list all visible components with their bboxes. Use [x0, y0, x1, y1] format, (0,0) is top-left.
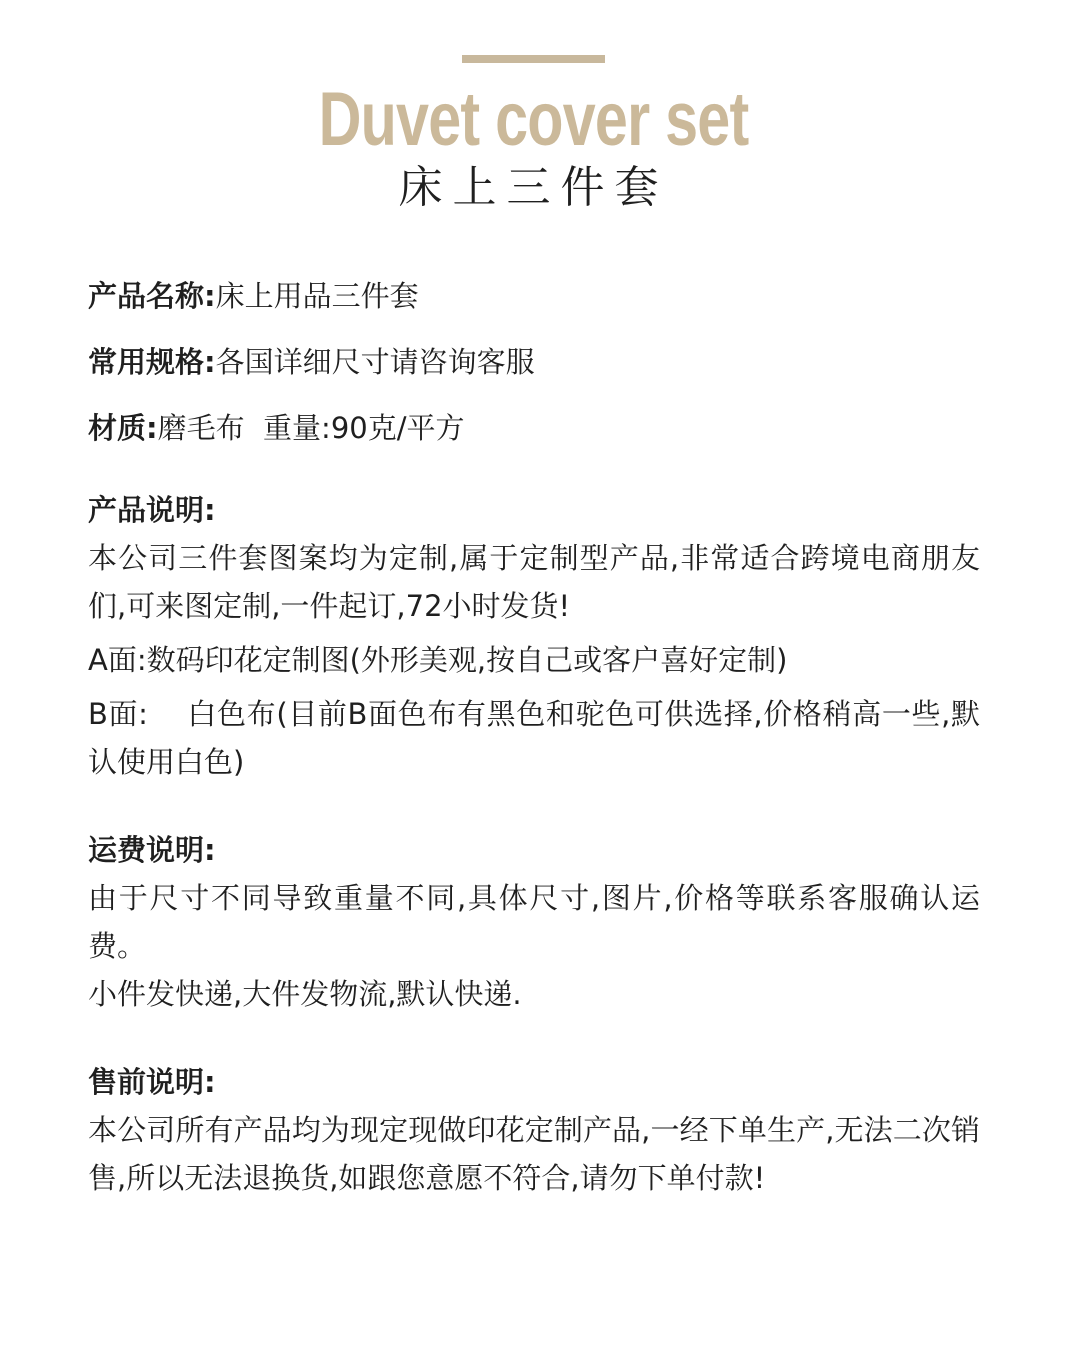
content: [88, 272, 988, 1208]
section-heading-shipping: 运费说明:: [88, 833, 216, 867]
header: [0, 0, 1067, 240]
product-paragraph: 本公司三件套图案均为定制,属于定制型产品,非常适合跨境电商朋友们,可来图定制,一件起订,72小时发货!: [88, 541, 980, 623]
spec-value: 床上用品三件套: [215, 279, 419, 313]
product-paragraph: A面:数码印花定制图(外形美观,按自己或客户喜好定制): [88, 643, 788, 677]
product-paragraph: B面: 白色布(目前B面色布有黑色和驼色可供选择,价格稍高一些,默认使用白色): [88, 697, 980, 779]
section-heading-presale: 售前说明:: [88, 1065, 216, 1099]
shipping-paragraph: 由于尺寸不同导致重量不同,具体尺寸,图片,价格等联系客服确认运费。: [88, 881, 980, 963]
spec-value: 各国详细尺寸请咨询客服: [215, 345, 535, 379]
spec-label: 材质:: [88, 411, 158, 445]
spec-label: 常用规格:: [88, 345, 216, 379]
spec-size: [88, 338, 988, 386]
section-heading-product: 产品说明:: [88, 493, 216, 527]
spec-value: 磨毛布 重量:90克/平方: [157, 411, 465, 445]
title-chinese: 床上三件套: [398, 162, 669, 213]
spec-material: [88, 404, 988, 452]
accent-bar: [462, 55, 605, 63]
spec-label: 产品名称:: [88, 279, 216, 313]
title-english: Duvet cover set: [318, 77, 749, 162]
shipping-paragraph: 小件发快递,大件发物流,默认快递.: [88, 977, 522, 1011]
presale-paragraph: 本公司所有产品均为现定现做印花定制产品,一经下单生产,无法二次销售,所以无法退换货,如跟您意愿不符合,请勿下单付款!: [88, 1113, 980, 1195]
spec-product-name: [88, 272, 988, 320]
